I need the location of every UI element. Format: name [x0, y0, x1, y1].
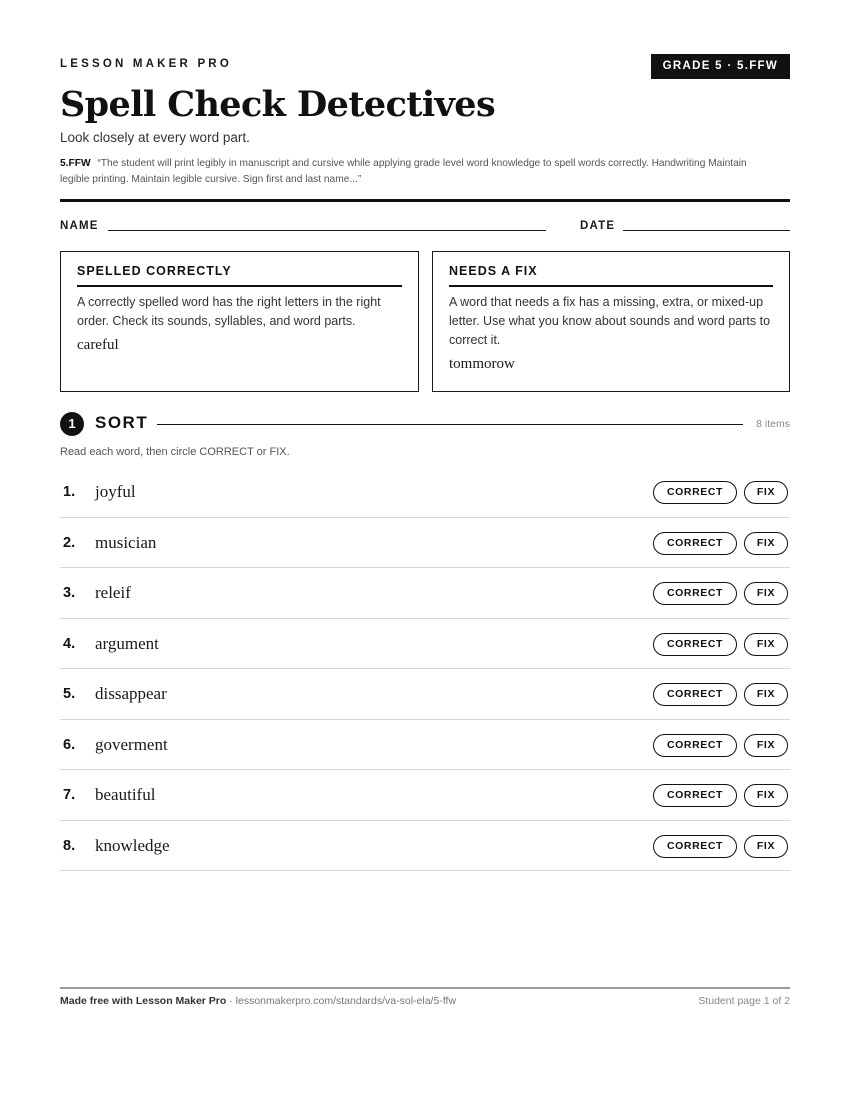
fix-button[interactable]: FIX: [744, 683, 788, 706]
word-row: [60, 568, 790, 619]
fix-button[interactable]: FIX: [744, 633, 788, 656]
item-number: 7.: [63, 787, 76, 803]
correct-button[interactable]: CORRECT: [653, 784, 737, 807]
fix-button[interactable]: FIX: [744, 481, 788, 504]
name-label: NAME: [60, 220, 99, 232]
grade-badge: GRADE 5 · 5.FFW: [651, 54, 790, 79]
section-title: SORT: [95, 413, 149, 432]
item-count: 8 items: [756, 418, 790, 430]
word-row: [60, 720, 790, 771]
word-row: [60, 821, 790, 872]
footer-credit: [60, 995, 456, 1007]
item-word: knowledge: [95, 835, 170, 855]
section-instructions: Read each word, then circle CORRECT or FIX.: [60, 446, 290, 458]
section-divider: [157, 424, 743, 425]
word-row: [60, 619, 790, 670]
date-label: DATE: [580, 220, 616, 232]
fix-button[interactable]: FIX: [744, 532, 788, 555]
word-row: [60, 770, 790, 821]
correct-button[interactable]: CORRECT: [653, 734, 737, 757]
item-word: goverment: [95, 734, 168, 754]
definition-example: tommorow: [449, 356, 515, 372]
item-number: 3.: [63, 585, 76, 601]
item-word: argument: [95, 633, 159, 653]
item-word: dissappear: [95, 684, 167, 703]
fix-button[interactable]: FIX: [744, 734, 788, 757]
header-divider: [60, 199, 790, 202]
item-number: 2.: [63, 534, 76, 551]
fix-button[interactable]: FIX: [744, 835, 788, 858]
word-row: [60, 518, 790, 569]
item-number: 1.: [63, 484, 76, 500]
fix-button[interactable]: FIX: [744, 784, 788, 807]
word-list: [60, 467, 790, 871]
definition-text: A word that needs a fix has a missing, extra, or mixed-up letter. Use what you know about sounds and word parts to correct it.: [449, 295, 771, 347]
correct-button[interactable]: CORRECT: [653, 481, 737, 504]
item-word: releif: [95, 583, 131, 602]
standard-description: [60, 156, 760, 188]
correct-button[interactable]: CORRECT: [653, 633, 737, 656]
word-row: [60, 467, 790, 518]
footer-made-with: Made free with Lesson Maker Pro: [60, 995, 227, 1007]
standard-text: “The student will print legibly in manuscript and cursive while applying grade level word knowledge to spell words correctly. Handwriting Maintain legible printing. Maintain legible cursive. Sign first and last name...”: [60, 158, 747, 185]
definition-example: careful: [77, 337, 119, 353]
item-word: joyful: [95, 482, 136, 501]
item-number: 5.: [63, 686, 76, 702]
item-number: 6.: [63, 736, 76, 753]
item-word: musician: [95, 532, 157, 552]
definition-heading: SPELLED CORRECTLY: [77, 264, 402, 287]
name-field[interactable]: [108, 230, 546, 231]
word-row: [60, 669, 790, 720]
page-indicator: Student page 1 of 2: [698, 995, 790, 1007]
footer-url: · lessonmakerpro.com/standards/va-sol-ela/5-ffw: [226, 995, 457, 1007]
date-field[interactable]: [623, 230, 790, 231]
page-subtitle: Look closely at every word part.: [60, 130, 250, 145]
brand-name: LESSON MAKER PRO: [60, 58, 232, 70]
item-number: 4.: [63, 635, 76, 652]
definition-heading: NEEDS A FIX: [449, 264, 773, 287]
page-title: Spell Check Detectives: [60, 84, 496, 125]
fix-button[interactable]: FIX: [744, 582, 788, 605]
footer-divider: [60, 987, 790, 989]
section-number-badge: 1: [60, 412, 84, 436]
correct-button[interactable]: CORRECT: [653, 582, 737, 605]
definition-card-correct: [60, 251, 419, 392]
worksheet-page: [60, 0, 790, 1100]
correct-button[interactable]: CORRECT: [653, 532, 737, 555]
correct-button[interactable]: CORRECT: [653, 835, 737, 858]
definition-card-fix: [432, 251, 790, 392]
definition-text: A correctly spelled word has the right letters in the right order. Check its sounds, syllables, and word parts.: [77, 295, 381, 328]
item-word: beautiful: [95, 785, 156, 804]
item-number: 8.: [63, 837, 76, 854]
standard-code: 5.FFW: [60, 158, 91, 169]
correct-button[interactable]: CORRECT: [653, 683, 737, 706]
